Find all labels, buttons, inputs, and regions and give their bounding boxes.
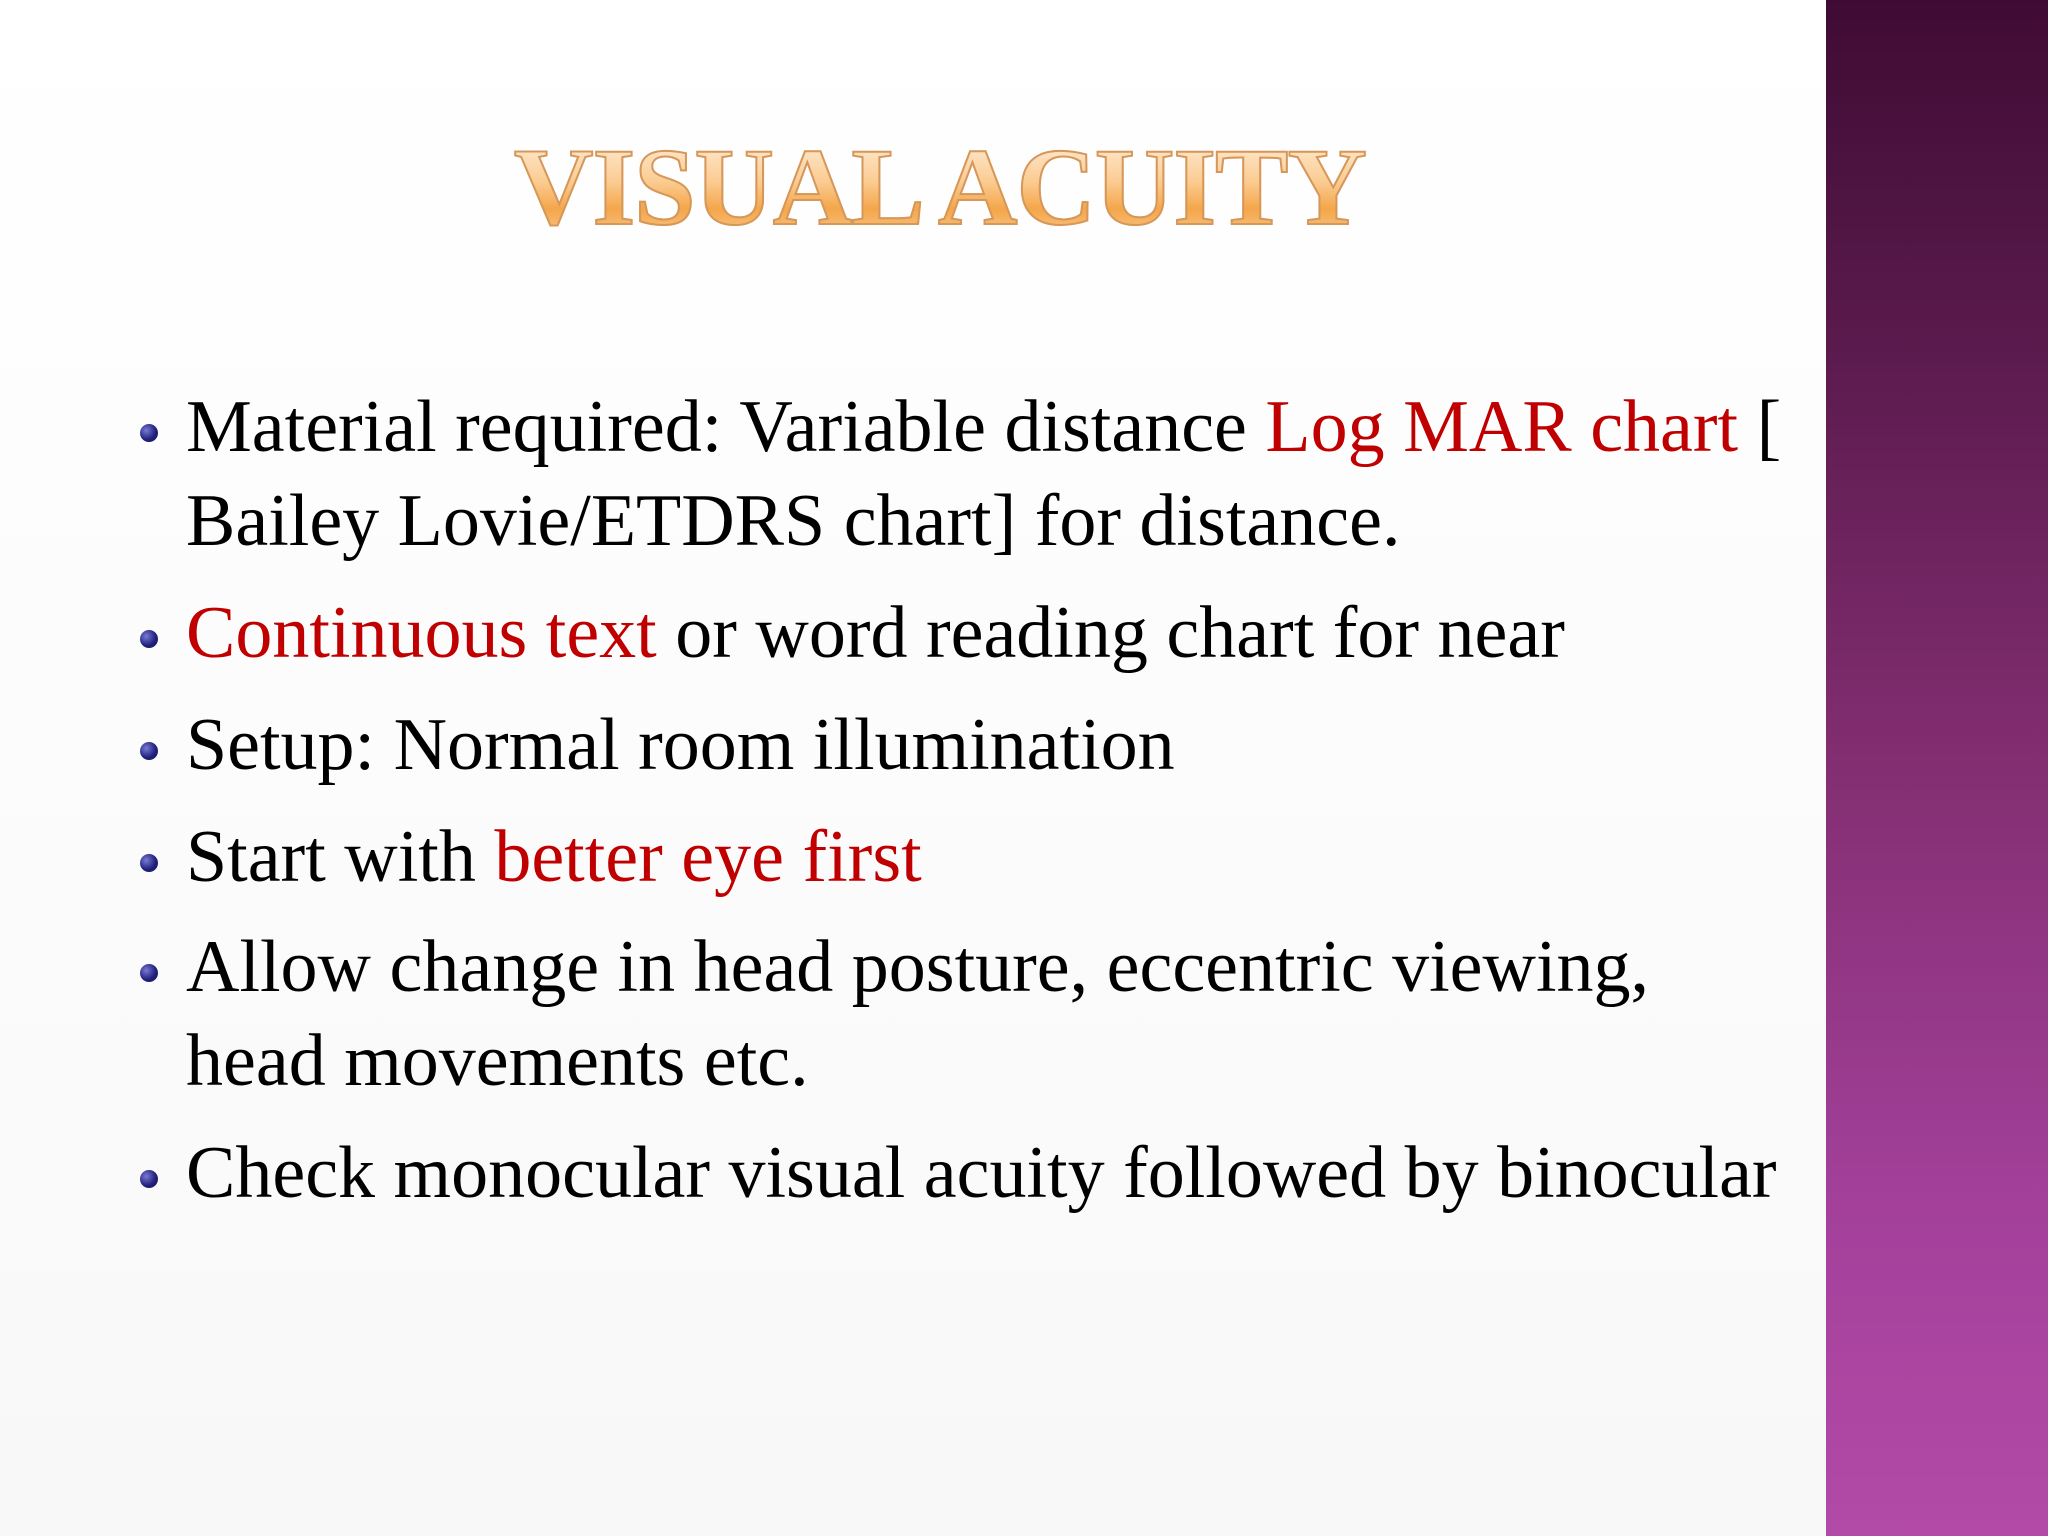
bullet-item-start [0, 810, 1790, 904]
bullet-text-monocular: Check monocular visual acuity followed by binocular [186, 1132, 1777, 1214]
bullet-highlight-continuous-text: Continuous text [186, 592, 657, 674]
slide-title: VISUAL ACUITY [0, 132, 1880, 242]
bullet-item-monocular [0, 1126, 1790, 1220]
bullet-item-continuous-text [0, 586, 1790, 680]
bullet-item-setup [0, 698, 1790, 792]
bullet-text-material-2: [ Bailey Lovie/ETDRS chart] for distance. [186, 386, 1782, 562]
bullet-text-setup: Setup: Normal room illumination [186, 704, 1175, 786]
bullet-icon [140, 424, 158, 442]
bullet-icon [140, 854, 158, 872]
bullet-highlight-better-eye: better eye first [494, 816, 922, 898]
bullet-text-start: Start with [186, 816, 495, 898]
bullet-icon [140, 964, 158, 982]
bullet-item-head-posture [0, 920, 1790, 1108]
decorative-side-bar [1826, 0, 2048, 1536]
bullet-icon [140, 742, 158, 760]
bullet-icon [140, 630, 158, 648]
bullet-text-material-1: Material required: Variable distance [186, 386, 1266, 468]
bullet-text-near: or word reading chart for near [656, 592, 1565, 674]
bullet-highlight-logmar: Log MAR chart [1265, 386, 1739, 468]
bullet-text-head-posture: Allow change in head posture, eccentric viewing, head movements etc. [186, 926, 1650, 1102]
bullet-icon [140, 1170, 158, 1188]
bullet-list [0, 380, 1790, 1238]
bullet-item-material [0, 380, 1790, 568]
